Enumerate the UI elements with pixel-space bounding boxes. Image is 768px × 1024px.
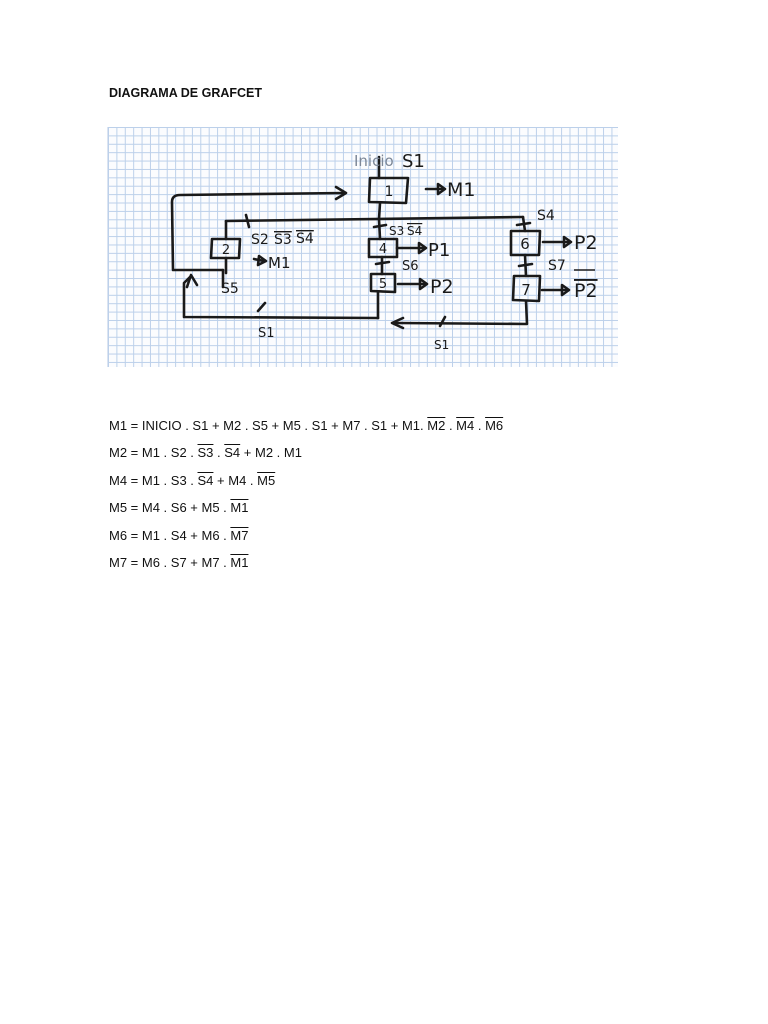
step-5-action: P2 bbox=[430, 276, 454, 298]
s7-label: S7 bbox=[548, 258, 566, 274]
negated-term: S4 bbox=[224, 445, 241, 461]
negated-term: M6 bbox=[485, 418, 504, 433]
s3-bar-label: S3 bbox=[274, 232, 292, 248]
s6-label: S6 bbox=[402, 259, 419, 274]
s4-mid-label: S4 bbox=[407, 224, 423, 238]
negated-term: M1 bbox=[230, 500, 249, 516]
transition-s7 bbox=[519, 264, 532, 266]
negated-term: M1 bbox=[230, 555, 249, 571]
s5-label: S5 bbox=[221, 281, 239, 297]
transition-s1-left bbox=[258, 303, 265, 311]
return-line-bottom bbox=[184, 277, 378, 318]
negated-term: S4 bbox=[197, 472, 214, 488]
grafcet-diagram bbox=[108, 127, 618, 367]
step-6-number: 6 bbox=[520, 235, 530, 253]
step-4-action: P1 bbox=[428, 240, 451, 261]
step-4-number: 4 bbox=[378, 242, 388, 257]
grafcet-diagram-image bbox=[107, 127, 618, 367]
equation-m4 bbox=[109, 467, 503, 494]
equation-text: + M4 . bbox=[213, 472, 258, 488]
equation-text: . bbox=[213, 445, 225, 461]
negated-term: S3 bbox=[197, 445, 214, 461]
negated-term: M5 bbox=[257, 472, 276, 488]
equation-list bbox=[109, 412, 503, 576]
step-2-number: 2 bbox=[221, 243, 231, 258]
equation-text: M7 = M6 . S7 + M7 . bbox=[109, 555, 231, 571]
equation-m7 bbox=[109, 549, 503, 576]
branch-4-link bbox=[379, 219, 380, 239]
s2-label: S2 bbox=[251, 232, 269, 248]
negated-term: M7 bbox=[230, 527, 249, 543]
s1-top-label: S1 bbox=[402, 151, 425, 172]
equation-m6 bbox=[109, 522, 503, 549]
equation-m5 bbox=[109, 494, 503, 521]
transition-s3-s4 bbox=[374, 225, 386, 227]
step-7-action: P2 bbox=[574, 280, 598, 302]
step-1-output-link bbox=[379, 203, 380, 219]
document-title: DIAGRAMA DE GRAFCET bbox=[109, 86, 263, 100]
equation-text: M6 = M1 . S4 + M6 . bbox=[109, 527, 231, 543]
equation-text: + M2 . M1 bbox=[240, 445, 302, 461]
transition-s4-right bbox=[517, 223, 530, 225]
negated-term: M2 bbox=[427, 418, 446, 433]
s1-right-label: S1 bbox=[434, 338, 450, 352]
equation-text: M5 = M4 . S6 + M5 . bbox=[109, 500, 231, 516]
inicio-label: Inicio bbox=[354, 152, 394, 170]
equation-text: M1 = INICIO . S1 + M2 . S5 + M5 . S1 + M7 . S1 + M1. bbox=[109, 418, 428, 433]
equation-text: M4 = M1 . S3 . bbox=[109, 472, 198, 488]
step-5-number: 5 bbox=[378, 277, 388, 292]
step-2-action: M1 bbox=[268, 254, 291, 272]
transition-s6 bbox=[376, 262, 389, 264]
equation-m2 bbox=[109, 439, 503, 466]
step-6-action: P2 bbox=[574, 232, 598, 254]
step-7-return-line bbox=[396, 301, 527, 324]
step-1-number: 1 bbox=[384, 184, 394, 200]
equation-m1 bbox=[109, 412, 503, 439]
s4-bar-label: S4 bbox=[296, 231, 314, 247]
s4-right-label: S4 bbox=[537, 208, 555, 224]
equation-text: M2 = M1 . S2 . bbox=[109, 445, 198, 461]
divergence-line bbox=[226, 217, 523, 221]
step-1-action: M1 bbox=[447, 179, 476, 201]
transition-s2 bbox=[246, 215, 249, 227]
s3-mid-label: S3 bbox=[389, 224, 405, 238]
equation-text: . bbox=[445, 418, 457, 433]
s1-left-label: S1 bbox=[258, 326, 275, 341]
negated-term: M4 bbox=[456, 418, 475, 433]
equation-text: . bbox=[474, 418, 486, 433]
step-7-number: 7 bbox=[521, 281, 531, 299]
